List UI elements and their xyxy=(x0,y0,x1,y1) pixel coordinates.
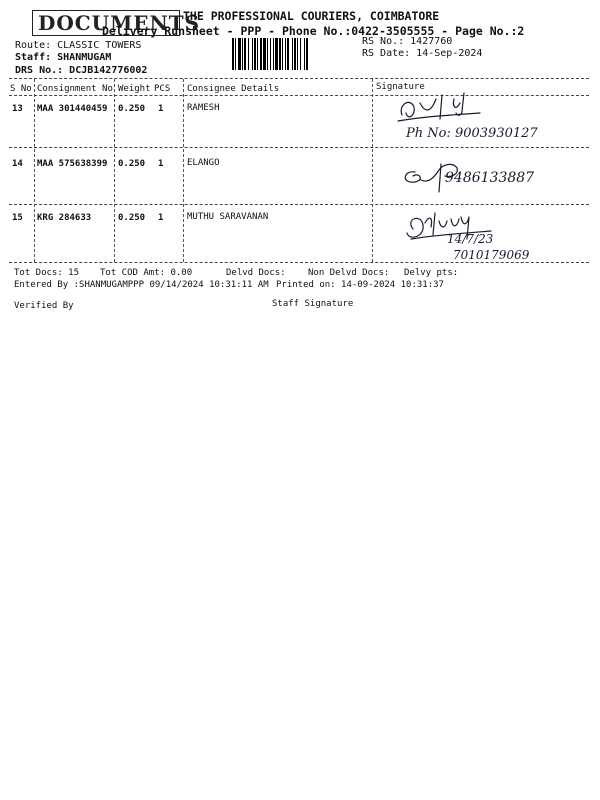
non-delivered-docs: Non Delvd Docs: xyxy=(308,268,390,278)
row-consignee: ELANGO xyxy=(187,158,220,168)
runsheet-subtitle: Delivery Runsheet - PPP - Phone No.:0422-3505555 - Page No.:2 xyxy=(102,24,525,38)
signature-phone-note: Ph No: 9003930127 xyxy=(406,126,538,141)
row-consignment: MAA 575638399 xyxy=(37,159,108,169)
delivered-docs: Delvd Docs: xyxy=(226,268,286,278)
row-pcs: 1 xyxy=(158,159,164,169)
row-consignment: MAA 301440459 xyxy=(37,104,108,114)
staff-label: Staff: SHANMUGAM xyxy=(15,52,112,63)
barcode-icon xyxy=(232,38,352,70)
signature-phone-note: 7010179069 xyxy=(453,248,530,262)
row-weight: 0.250 xyxy=(118,159,146,169)
signature-phone-note: 9486133887 xyxy=(445,170,535,186)
col-header-consignee: Consignee Details xyxy=(187,84,280,94)
company-title: THE PROFESSIONAL COURIERS, COIMBATORE xyxy=(183,9,440,23)
row-sno: 13 xyxy=(12,104,23,114)
rs-number: RS No.: 1427760 xyxy=(362,36,453,47)
row-consignment: KRG 284633 xyxy=(37,213,92,223)
verified-by-label: Verified By xyxy=(14,301,74,311)
column-separator xyxy=(114,79,115,262)
row-consignee: RAMESH xyxy=(187,103,220,113)
row-sno: 15 xyxy=(12,213,23,223)
delivery-points: Delvy pts: xyxy=(404,268,459,278)
row-weight: 0.250 xyxy=(118,104,146,114)
column-separator xyxy=(183,79,184,262)
row-weight: 0.250 xyxy=(118,213,146,223)
row-divider xyxy=(9,147,589,148)
row-pcs: 1 xyxy=(158,213,164,223)
route-label: Route: CLASSIC TOWERS xyxy=(15,40,142,51)
signature-date-note: 14/7/23 xyxy=(447,232,494,246)
documents-stamp: DOCUMENTS xyxy=(32,10,180,36)
col-header-signature: Signature xyxy=(376,82,425,92)
table-top-rule xyxy=(9,78,589,79)
column-separator xyxy=(372,79,373,262)
staff-signature-label: Staff Signature xyxy=(272,299,354,309)
col-header-consignment: Consignment No xyxy=(37,84,113,94)
col-header-pcs: PCS xyxy=(154,84,171,94)
total-docs: Tot Docs: 15 xyxy=(14,268,80,278)
total-cod-amount: Tot COD Amt: 0.00 xyxy=(100,268,193,278)
printed-on: Printed on: 14-09-2024 10:31:37 xyxy=(276,280,444,290)
entered-by: Entered By :SHANMUGAMPPP 09/14/2024 10:31:11 AM xyxy=(14,280,269,290)
row-pcs: 1 xyxy=(158,104,164,114)
col-header-weight: Weight xyxy=(118,84,151,94)
col-header-sno: S No xyxy=(10,84,32,94)
row-consignee: MUTHU SARAVANAN xyxy=(187,212,269,222)
column-separator xyxy=(34,79,35,262)
drs-number: DRS No.: DCJB142776002 xyxy=(15,65,148,76)
rs-date: RS Date: 14-Sep-2024 xyxy=(362,48,483,59)
row-sno: 14 xyxy=(12,159,23,169)
